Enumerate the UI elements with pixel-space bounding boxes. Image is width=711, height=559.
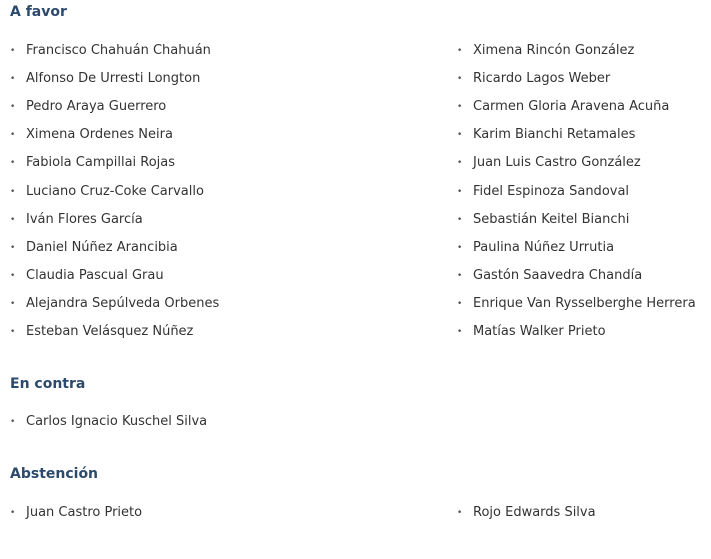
member-name: Fidel Espinoza Sandoval (473, 183, 630, 199)
bullet-icon: • (457, 298, 463, 309)
list-item (457, 206, 711, 234)
column-left (10, 499, 457, 527)
list-item (457, 234, 711, 262)
member-name: Enrique Van Rysselberghe Herrera (473, 295, 696, 311)
list-item (457, 37, 711, 65)
section-en-contra (10, 374, 711, 430)
bullet-icon: • (10, 214, 16, 225)
member-name: Sebastián Keitel Bianchi (473, 211, 630, 227)
list-item (457, 290, 711, 318)
column-left (10, 408, 457, 436)
bullet-icon: • (457, 508, 463, 519)
list-item (10, 177, 457, 205)
list-item (10, 318, 457, 346)
vote-list-en-contra (10, 408, 711, 436)
column-right (457, 37, 711, 346)
member-name: Juan Luis Castro González (473, 155, 641, 171)
member-name: Alejandra Sepúlveda Orbenes (26, 295, 220, 311)
member-name: Juan Castro Prieto (26, 505, 143, 521)
list-item (10, 149, 457, 177)
bullet-icon: • (10, 46, 16, 57)
list-item (457, 499, 711, 527)
bullet-icon: • (10, 74, 16, 85)
member-name: Rojo Edwards Silva (473, 505, 596, 521)
member-name: Carlos Ignacio Kuschel Silva (26, 414, 208, 430)
section-title-a-favor: A favor (10, 4, 67, 20)
column-left (10, 37, 457, 346)
list-item (457, 93, 711, 121)
bullet-icon: • (10, 508, 16, 519)
bullet-icon: • (457, 46, 463, 57)
member-name: Francisco Chahuán Chahuán (26, 43, 211, 59)
bullet-icon: • (10, 326, 16, 337)
bullet-icon: • (457, 242, 463, 253)
list-item (10, 93, 457, 121)
member-name: Ximena Ordenes Neira (26, 127, 173, 143)
bullet-icon: • (457, 130, 463, 141)
member-name: Matías Walker Prieto (473, 323, 606, 339)
bullet-icon: • (457, 102, 463, 113)
list-item (10, 121, 457, 149)
list-item (457, 177, 711, 205)
member-name: Alfonso De Urresti Longton (26, 71, 201, 87)
member-name: Luciano Cruz-Coke Carvallo (26, 183, 204, 199)
bullet-icon: • (10, 417, 16, 428)
bullet-icon: • (457, 214, 463, 225)
list-item (457, 262, 711, 290)
member-name: Gastón Saavedra Chandía (473, 267, 643, 283)
section-a-favor (10, 2, 711, 339)
column-right (457, 408, 711, 436)
bullet-icon: • (10, 270, 16, 281)
bullet-icon: • (10, 186, 16, 197)
bullet-icon: • (457, 270, 463, 281)
list-item (10, 37, 457, 65)
vote-list-a-favor (10, 37, 711, 346)
section-title-en-contra: En contra (10, 376, 86, 392)
section-abstencion (10, 464, 711, 521)
member-name: Ximena Rincón González (473, 43, 635, 59)
member-name: Iván Flores García (26, 211, 143, 227)
bullet-icon: • (457, 158, 463, 169)
column-right (457, 499, 711, 527)
list-item (10, 499, 457, 527)
list-item (10, 65, 457, 93)
list-item (457, 149, 711, 177)
bullet-icon: • (10, 102, 16, 113)
bullet-icon: • (10, 158, 16, 169)
list-item (457, 318, 711, 346)
bullet-icon: • (10, 298, 16, 309)
member-name: Ricardo Lagos Weber (473, 71, 611, 87)
list-item (10, 408, 457, 436)
bullet-icon: • (10, 130, 16, 141)
member-name: Fabiola Campillai Rojas (26, 155, 176, 171)
member-name: Claudia Pascual Grau (26, 267, 164, 283)
member-name: Pedro Araya Guerrero (26, 99, 167, 115)
vote-list-abstencion (10, 499, 711, 527)
list-item (457, 65, 711, 93)
member-name: Daniel Núñez Arancibia (26, 239, 178, 255)
bullet-icon: • (457, 74, 463, 85)
member-name: Paulina Núñez Urrutia (473, 239, 615, 255)
section-title-abstencion: Abstención (10, 466, 99, 482)
bullet-icon: • (457, 186, 463, 197)
list-item (10, 262, 457, 290)
member-name: Esteban Velásquez Núñez (26, 323, 194, 339)
bullet-icon: • (457, 326, 463, 337)
list-item (457, 121, 711, 149)
list-item (10, 234, 457, 262)
member-name: Carmen Gloria Aravena Acuña (473, 99, 670, 115)
member-name: Karim Bianchi Retamales (473, 127, 636, 143)
bullet-icon: • (10, 242, 16, 253)
list-item (10, 290, 457, 318)
list-item (10, 206, 457, 234)
